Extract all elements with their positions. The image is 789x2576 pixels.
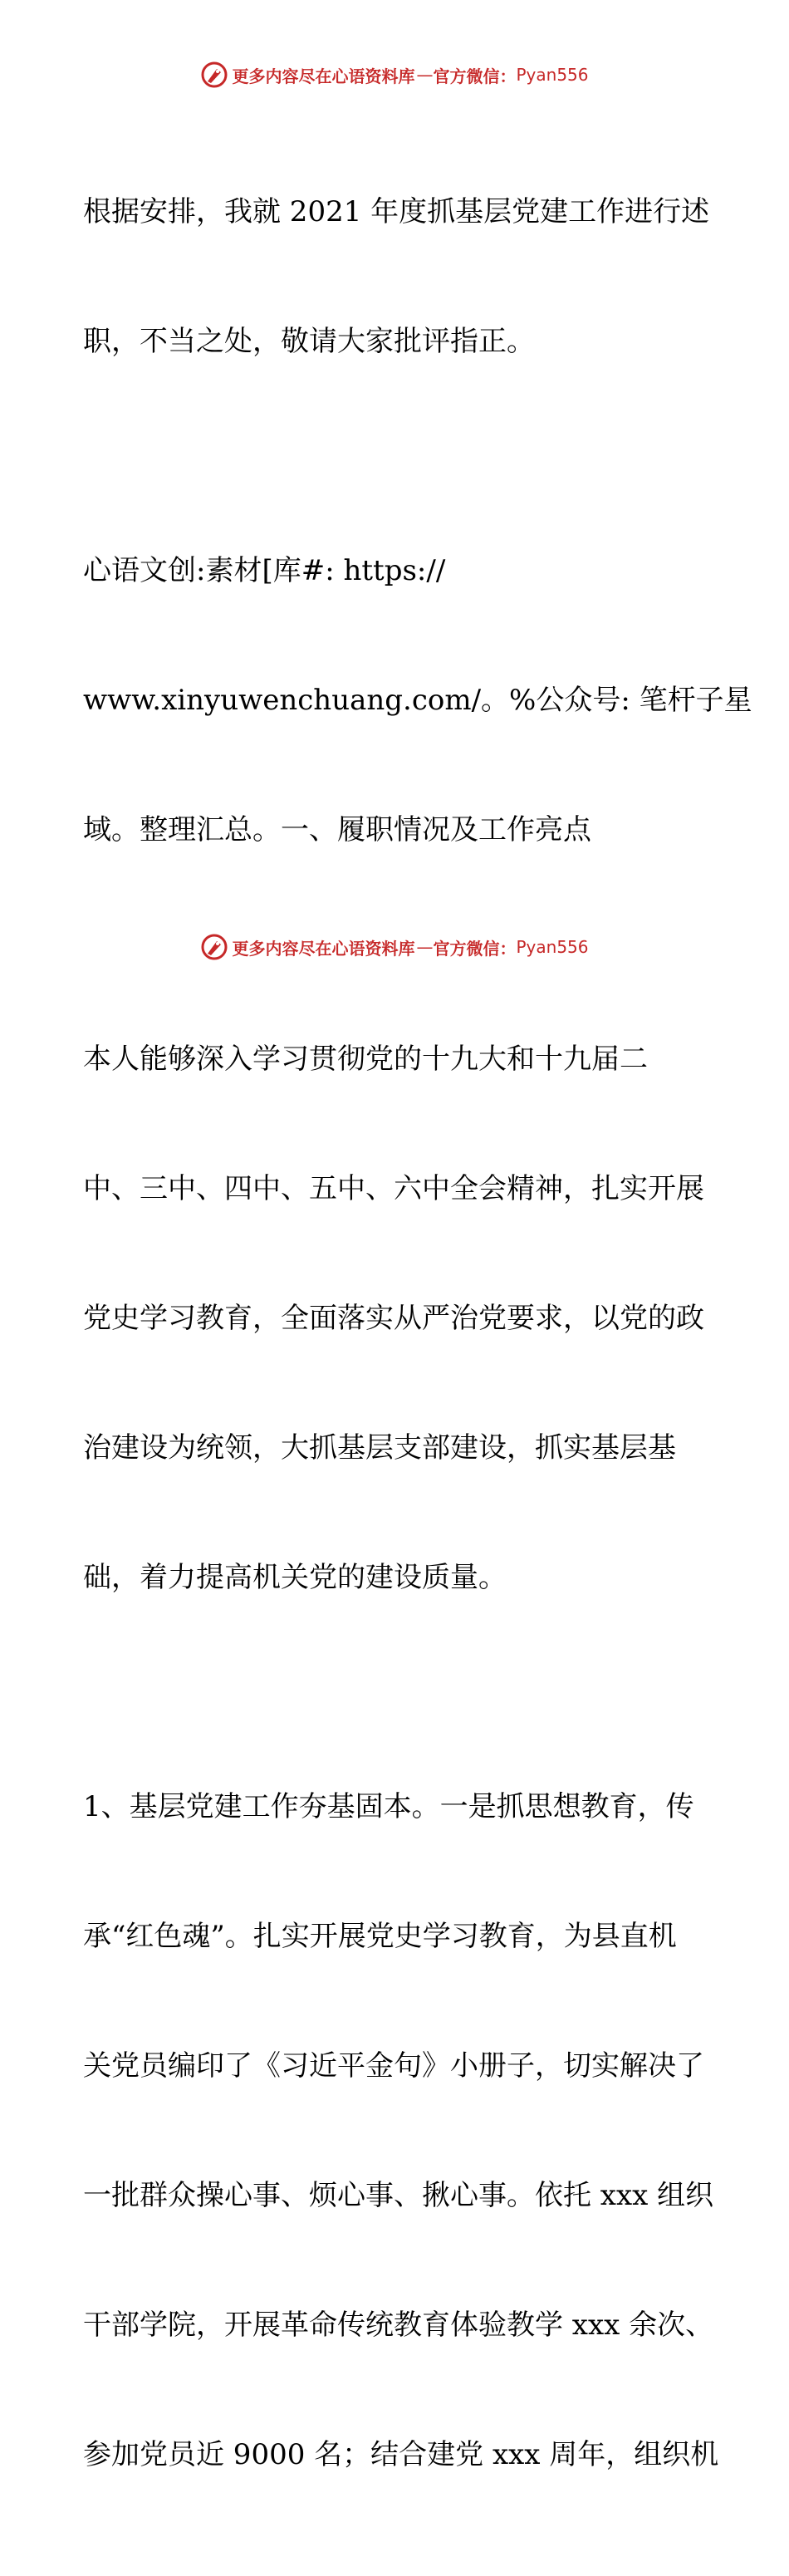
paragraph-source [83, 463, 752, 938]
footer-watermark [0, 930, 789, 964]
pen-nib-logo-icon [200, 61, 228, 89]
paragraph-intro [83, 104, 714, 449]
watermark-account: Pyan556 [516, 65, 589, 85]
document-body [83, 104, 752, 2576]
text-line: 干部学院，开展革命传统教育体验教学 xxx 余次、 [83, 2309, 714, 2342]
text-line: 中、三中、四中、五中、六中全会精神，扎实开展 [83, 1172, 704, 1205]
text-line: www.xinyuwenchuang.com/。%公众号: 笔杆子星 [83, 684, 752, 717]
watermark-separator: — [416, 937, 432, 957]
text-line: 治建设为统领，大抓基层支部建设，抓实基层基 [83, 1431, 676, 1465]
paragraph-overview [83, 951, 714, 1685]
watermark-brand-text: 更多内容尽在心语资料库 [232, 66, 415, 86]
text-line: 根据安排，我就 2021 年度抓基层党建工作进行述 [83, 195, 710, 228]
text-line: 承“红色魂”。扎实开展党史学习教育，为县直机 [83, 1920, 677, 1953]
paragraph-section-1 [83, 1699, 719, 2563]
watermark-official-label: 官方微信： [433, 938, 517, 959]
text-line: 础，着力提高机关党的建设质量。 [83, 1561, 507, 1594]
watermark-separator: — [416, 65, 432, 85]
header-watermark [0, 58, 789, 91]
text-line: 参加党员近 9000 名；结合建党 xxx 周年，组织机 [83, 2438, 719, 2471]
text-line: 本人能够深入学习贯彻党的十九大和十九届二 [83, 1043, 648, 1076]
watermark-brand-text: 更多内容尽在心语资料库 [232, 938, 415, 959]
text-line: 关党员编印了《习近平金句》小册子，切实解决了 [83, 2049, 704, 2083]
text-line: 心语文创:素材[库#: https:// [83, 554, 446, 587]
watermark-account: Pyan556 [516, 937, 589, 957]
watermark-official-label: 官方微信： [433, 66, 517, 86]
text-line: 一批群众操心事、烦心事、揪心事。依托 xxx 组织 [83, 2179, 714, 2212]
text-line: 域。整理汇总。一、履职情况及工作亮点 [83, 813, 591, 846]
text-line: 职，不当之处，敬请大家批评指正。 [83, 325, 535, 358]
text-line: 1、基层党建工作夯基固本。一是抓思想教育，传 [83, 1790, 694, 1823]
pen-nib-logo-icon [200, 933, 228, 961]
text-line: 党史学习教育，全面落实从严治党要求，以党的政 [83, 1302, 704, 1335]
